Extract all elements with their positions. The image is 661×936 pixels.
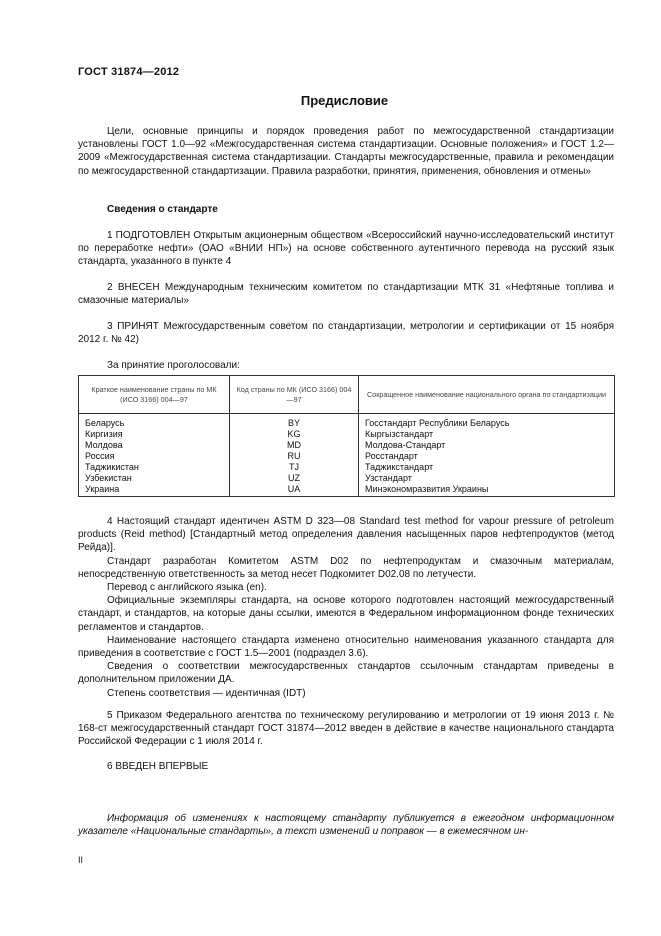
item-4-translation-note: Перевод с английского языка (en). <box>107 582 267 594</box>
country-cell: Таджикистан <box>79 462 230 473</box>
footer-note: Информация об изменениях к настоящему стандарту публикуется в ежегодном информационном указателе «Национальные стандарты», а текст изменений и поправок — в ежемесячном ин- <box>78 813 614 838</box>
table-row <box>79 429 615 440</box>
item-3-paragraph: 3 ПРИНЯТ Межгосударственным советом по стандартизации, метрологии и сертификации от 15 ноября 2012 г. № 42) <box>78 321 614 346</box>
table-header-code: Код страны по МК (ИСО 3166) 004—97 <box>230 376 359 414</box>
body-cell: Молдова-Стандарт <box>359 440 615 451</box>
item-4-paragraph: 4 Настоящий стандарт идентичен ASTM D 323—08 Standard test method for vapour pressure of petroleum products (Reid method) [Стандартный метод определения давления насыщенных паров нефтепродуктов (метод Рейда)]. <box>78 516 614 554</box>
country-cell: Беларусь <box>79 414 230 430</box>
voting-table <box>78 375 615 497</box>
code-cell: MD <box>230 440 359 451</box>
item-4-conformity-degree: Степень соответствия — идентичная (IDT) <box>107 687 306 699</box>
country-cell: Украина <box>79 484 230 497</box>
code-cell: RU <box>230 451 359 462</box>
body-cell: Узстандарт <box>359 473 615 484</box>
code-cell: TJ <box>230 462 359 473</box>
section-heading: Сведения о стандарте <box>107 204 218 215</box>
item-4-development-note: Стандарт разработан Комитетом ASTM D02 по нефтепродуктам и смазочным материалам, непосредственную ответственность за метод несет Подкомитет D02.08 по летучести. <box>78 555 614 580</box>
country-cell: Узбекистан <box>79 473 230 484</box>
table-row <box>79 484 615 497</box>
body-cell: Госстандарт Республики Беларусь <box>359 414 615 430</box>
item-4-section <box>78 515 614 700</box>
country-cell: Россия <box>79 451 230 462</box>
page-number: II <box>78 855 84 865</box>
code-cell: BY <box>230 414 359 430</box>
body-cell: Таджикстандарт <box>359 462 615 473</box>
code-cell: UZ <box>230 473 359 484</box>
table-row <box>79 451 615 462</box>
item-2-paragraph: 2 ВНЕСЕН Международным техническим комитетом по стандартизации МТК 31 «Нефтяные топлива и смазочные материалы» <box>78 282 614 307</box>
item-5-paragraph: 5 Приказом Федерального агентства по техническому регулированию и метрологии от 19 июня 2013 г. № 168-ст межгосударственный стандарт ГОСТ 31874—2012 введен в действие в качестве национального стандарта Российской Федерации с 1 июля 2014 г. <box>78 710 614 748</box>
body-cell: Кыргызстандарт <box>359 429 615 440</box>
table-row <box>79 440 615 451</box>
body-cell: Минэкономразвития Украины <box>359 484 615 497</box>
country-cell: Киргизия <box>79 429 230 440</box>
item-4-name-change-note: Наименование настоящего стандарта изменено относительно наименования указанного стандарта для приведения в соответствие с ГОСТ 1.5—2001 (подраздел 3.6). <box>78 634 614 660</box>
country-cell: Молдова <box>79 440 230 451</box>
table-row <box>79 414 615 430</box>
body-cell: Росстандарт <box>359 451 615 462</box>
table-row <box>79 462 615 473</box>
item-4-reference-note: Сведения о соответствии межгосударственных стандартов ссылочным стандартам приведены в дополнительном приложении ДА. <box>78 661 614 686</box>
table-header-country: Краткое наименование страны по МК (ИСО 3166) 004—97 <box>79 376 230 414</box>
standard-header: ГОСТ 31874—2012 <box>78 66 180 78</box>
code-cell: KG <box>230 429 359 440</box>
table-header-body: Сокращенное наименование национального органа по стандартизации <box>359 376 615 414</box>
table-header-row <box>79 376 615 414</box>
item-4-official-copies-note: Официальные экземпляры стандарта, на основе которого подготовлен настоящий межгосударственный стандарт, и стандартов, на которые даны ссылки, имеются в Федеральном информационном фонде технических регламентов и стандартов. <box>78 595 614 633</box>
code-cell: UA <box>230 484 359 497</box>
table-row <box>79 473 615 484</box>
votes-intro: За принятие проголосовали: <box>107 360 240 371</box>
page-title: Предисловие <box>300 93 389 108</box>
item-1-paragraph: 1 ПОДГОТОВЛЕН Открытым акционерным обществом «Всероссийский научно-исследовательский институт по переработке нефти» (ОАО «ВНИИ НП») на основе собственного аутентичного перевода на русский язык стандарта, указанного в пункте 4 <box>78 230 614 268</box>
intro-paragraph: Цели, основные принципы и порядок проведения работ по межгосударственной стандартизации установлены ГОСТ 1.0—92 «Межгосударственная система стандартизации. Основные положения» и ГОСТ 1.2—2009 «Межгосударственная система стандартизации. Стандарты межгосударственные, правила и рекомендации по межгосударственной стандартизации. Правила разработки, принятия, применения, обновления и отмены» <box>78 126 614 177</box>
item-6-paragraph: 6 ВВЕДЕН ВПЕРВЫЕ <box>107 761 209 772</box>
